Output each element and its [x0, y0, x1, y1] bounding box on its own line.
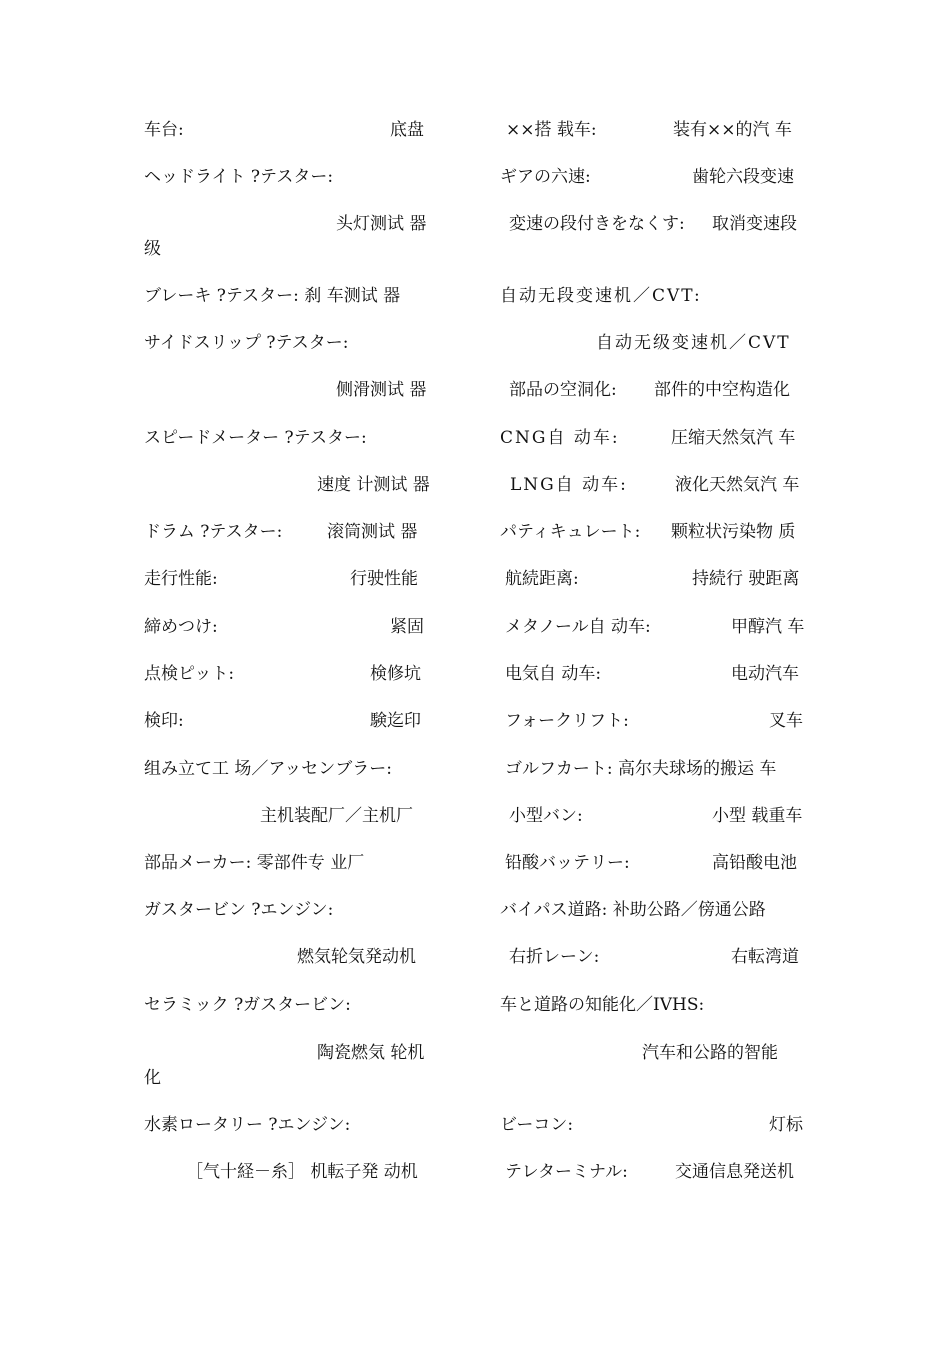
term: 铅酸バッテリー:: [505, 853, 630, 873]
term: 水素ロータリー ?エンジン:: [144, 1115, 351, 1135]
term: メタノール自 动车:: [505, 617, 651, 637]
term: テレターミナル:: [505, 1162, 628, 1182]
term: ゴルフカート: 高尔夫球场的搬运 车: [505, 759, 777, 779]
term: サイドスリップ ?テスター:: [144, 333, 349, 353]
translation: 検修坑: [370, 664, 421, 684]
translation: 右転湾道: [731, 947, 799, 967]
term: ヘッドライト ?テスター:: [144, 167, 334, 187]
translation: 陶瓷燃気 轮机: [317, 1043, 425, 1063]
translation: 燃気轮気発动机: [297, 947, 416, 967]
term: LNG自 动车:: [510, 475, 628, 495]
term: ガスタービン ?エンジン:: [144, 900, 334, 920]
translation: 持続行 驶距离: [692, 569, 800, 589]
translation: 自动无级变速机／CVT: [596, 333, 791, 353]
term: 右折レーン:: [509, 947, 600, 967]
term: 部品メーカー: 零部件专 业厂: [144, 853, 365, 873]
term: 车台:: [144, 120, 184, 140]
translation: 侧滑测试 器: [336, 380, 427, 400]
term: パティキュレート:: [500, 522, 641, 542]
translation: ［气十経－糸］ 机転子発 动机: [186, 1162, 418, 1182]
term: 検印:: [144, 711, 184, 731]
term: 変速の段付きをなくす:: [509, 214, 685, 234]
translation: 取消变速段: [712, 214, 797, 234]
translation: 头灯测试 器: [336, 214, 427, 234]
term: 締めつけ:: [144, 617, 218, 637]
term: ドラム ?テスター:: [144, 522, 283, 542]
term: フォークリフト:: [505, 711, 629, 731]
term: ギアの六速:: [500, 167, 591, 187]
translation: 装有××的汽 车: [673, 120, 792, 140]
translation: 颗粒状污染物 质: [671, 522, 796, 542]
translation: 电动汽车: [731, 664, 799, 684]
translation: 叉车: [769, 711, 803, 731]
term: CNG自 动车:: [500, 428, 620, 448]
term: 自动无段变速机／CVT:: [500, 286, 702, 306]
term: 点検ピット:: [144, 664, 235, 684]
translation: 化: [144, 1068, 161, 1088]
term: ××搭 载车:: [506, 120, 597, 140]
term: 走行性能:: [144, 569, 218, 589]
translation: 験迄印: [370, 711, 421, 731]
term: セラミック ?ガスタービン:: [144, 995, 351, 1015]
translation: 甲醇汽 车: [731, 617, 805, 637]
translation: 小型 载重车: [712, 806, 803, 826]
translation: 灯标: [769, 1115, 803, 1135]
term: ビーコン:: [500, 1115, 574, 1135]
term: 航続距离:: [505, 569, 579, 589]
translation: 高铅酸电池: [712, 853, 797, 873]
term: スピードメーター ?テスター:: [144, 428, 367, 448]
translation: 紧固: [390, 617, 424, 637]
translation: 汽车和公路的智能: [642, 1043, 778, 1063]
translation: 速度 计测试 器: [317, 475, 430, 495]
translation: 部件的中空构造化: [654, 380, 790, 400]
translation: 歯轮六段变速: [692, 167, 794, 187]
translation: 滚筒测试 器: [327, 522, 418, 542]
term: 小型バン:: [509, 806, 583, 826]
translation: 液化天然気汽 车: [675, 475, 800, 495]
term: 电気自 动车:: [505, 664, 602, 684]
term: バイパス道路: 补助公路／傍通公路: [500, 900, 766, 920]
term: 部品の空洞化:: [509, 380, 617, 400]
translation: 交通信息発送机: [675, 1162, 794, 1182]
term: ブレーキ ?テスター: 刹 车测试 器: [144, 286, 401, 306]
translation: 级: [144, 239, 161, 259]
translation: 主机装配厂／主机厂: [260, 806, 413, 826]
term: 组み立て工 场／アッセンブラー:: [144, 759, 392, 779]
translation: 行驶性能: [350, 569, 418, 589]
term: 车と道路の知能化／IVHS:: [500, 995, 705, 1015]
translation: 圧缩天然気汽 车: [671, 428, 796, 448]
translation: 底盘: [390, 120, 424, 140]
